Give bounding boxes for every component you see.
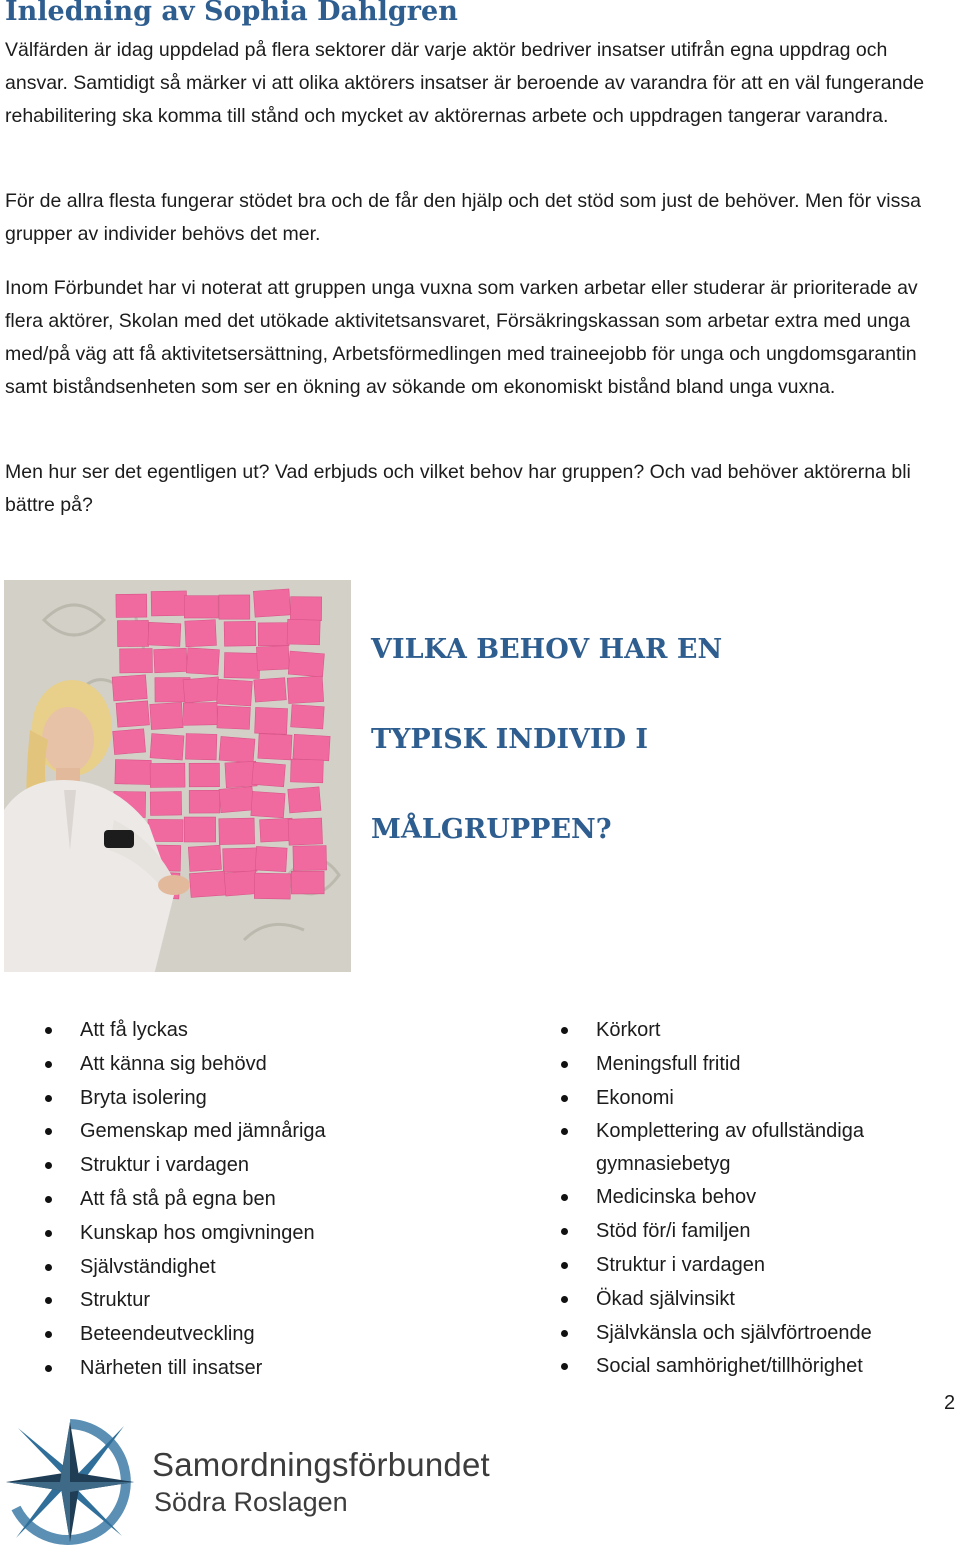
sticky-note — [120, 649, 153, 673]
list-item: Bryta isolering — [80, 1082, 500, 1116]
sticky-note — [184, 596, 218, 618]
sticky-note — [291, 705, 325, 729]
sticky-note — [185, 620, 217, 647]
sticky-note — [254, 678, 287, 702]
sticky-note — [224, 653, 260, 679]
workshop-photo-illustration — [4, 580, 351, 972]
question-line-1: VILKA BEHOV HAR EN — [371, 634, 723, 665]
sticky-note — [290, 597, 321, 621]
sticky-note — [219, 818, 255, 845]
list-item: Struktur — [80, 1284, 500, 1318]
list-item: Att få lyckas — [80, 1014, 500, 1048]
list-item: Beteendeutveckling — [80, 1318, 500, 1352]
intro-paragraph-2: För de allra flesta fungerar stödet bra och de får den hjälp och det stöd som just de behöver. Men för vissa grupper av individer behövs det mer. — [5, 190, 921, 245]
sticky-note — [291, 871, 324, 894]
sticky-note — [116, 701, 149, 727]
question-line-3: MÅLGRUPPEN? — [371, 814, 612, 845]
page-number: 2 — [944, 1392, 956, 1414]
sticky-note — [252, 762, 286, 787]
sticky-note — [151, 591, 187, 616]
list-item: Självständighet — [80, 1251, 500, 1285]
logo-subtitle: Södra Roslagen — [154, 1487, 348, 1517]
sticky-note — [112, 675, 147, 701]
sticky-note — [154, 648, 188, 673]
intro-paragraph-1: Välfärden är idag uppdelad på flera sektorer där varje aktör bedriver insatser utifrån egna uppdrag och ansvar. Samtidigt så märker vi att olika aktörers insatser är beroende av varandra för att en väl fungerande rehabilitering ska komma till stånd och mycket av aktörernas arbete och uppdragen tangerar varandra. — [5, 39, 925, 127]
sticky-note — [185, 734, 216, 760]
list-item: Gemenskap med jämnåriga — [80, 1115, 500, 1149]
sticky-note — [251, 791, 285, 817]
sticky-note — [288, 787, 321, 813]
needs-list-left — [80, 1014, 500, 1386]
sticky-note — [255, 707, 288, 734]
sticky-note — [253, 589, 290, 617]
sticky-note — [219, 595, 250, 619]
sticky-note — [183, 677, 220, 703]
sticky-note — [148, 622, 181, 646]
list-item: Ekonomi — [596, 1082, 936, 1116]
sticky-note — [288, 818, 322, 845]
sticky-note — [224, 871, 257, 896]
needs-list-right — [596, 1014, 936, 1384]
sticky-note — [288, 651, 324, 677]
list-item: Körkort — [596, 1014, 936, 1048]
sticky-note — [217, 679, 253, 706]
sticky-note — [184, 817, 215, 842]
sticky-note — [115, 760, 151, 785]
sticky-note — [224, 621, 256, 646]
sticky-note — [116, 594, 147, 617]
sticky-note — [150, 734, 184, 760]
page-title: Inledning av Sophia Dahlgren — [5, 0, 458, 27]
sticky-note — [117, 620, 148, 646]
sticky-note — [150, 702, 183, 729]
list-item: Struktur i vardagen — [80, 1149, 500, 1183]
list-item: Social samhörighet/tillhörighet — [596, 1350, 936, 1384]
sticky-note — [293, 846, 327, 871]
sticky-note — [290, 759, 323, 783]
sticky-note — [183, 702, 217, 725]
sticky-note — [255, 846, 287, 871]
list-item: Ökad självinsikt — [596, 1283, 936, 1317]
sticky-note — [188, 845, 221, 871]
workshop-photo — [4, 580, 351, 972]
list-item: Struktur i vardagen — [596, 1249, 936, 1283]
sticky-note — [189, 790, 220, 813]
sticky-note — [150, 763, 185, 787]
list-item: Medicinska behov — [596, 1181, 936, 1215]
sticky-note — [258, 734, 292, 760]
intro-paragraph-4: Men hur ser det egentligen ut? Vad erbjuds och vilket behov har gruppen? Och vad behöver aktörerna bli bättre på? — [5, 461, 911, 516]
sticky-note — [256, 646, 289, 671]
sticky-note — [189, 763, 219, 787]
sticky-note — [150, 792, 181, 816]
list-item: Närheten till insatser — [80, 1352, 500, 1386]
sticky-note — [287, 619, 320, 645]
sticky-note — [293, 734, 330, 761]
logo-name: Samordningsförbundet — [152, 1446, 490, 1483]
sticky-note — [189, 871, 226, 897]
list-item: Stöd för/i familjen — [596, 1215, 936, 1249]
sticky-note — [254, 873, 290, 899]
sticky-note — [217, 706, 250, 729]
list-item: Självkänsla och självförtroende — [596, 1317, 936, 1351]
list-item: Att känna sig behövd — [80, 1048, 500, 1082]
list-item: Komplettering av ofullständiga gymnasiebetyg — [596, 1115, 936, 1181]
compass-star-icon — [4, 1418, 136, 1546]
list-item: Kunskap hos omgivningen — [80, 1217, 500, 1251]
sticky-note — [219, 736, 255, 763]
sticky-note — [113, 729, 146, 755]
intro-paragraph-3: Inom Förbundet har vi noterat att gruppen unga vuxna som varken arbetar eller studerar är prioriterade av flera aktörer, Skolan med det utökade aktivitetsansvaret, Försäkringskassan som arbetar extra med unga med/på väg att få aktivitetsersättning, Arbetsförmedlingen med traineejobb för unga och ungdomsgarantin samt biståndsenheten som ser en ökning av sökande om ekonomiskt bistånd bland unga vuxna. — [5, 277, 918, 398]
sticky-note — [287, 676, 323, 703]
sticky-note — [258, 623, 289, 646]
list-item: Meningsfull fritid — [596, 1048, 936, 1082]
sticky-note — [219, 787, 254, 813]
question-line-2: TYPISK INDIVID I — [371, 724, 649, 755]
sticky-note — [223, 848, 257, 872]
sticky-note — [186, 648, 219, 675]
list-item: Att få stå på egna ben — [80, 1183, 500, 1217]
